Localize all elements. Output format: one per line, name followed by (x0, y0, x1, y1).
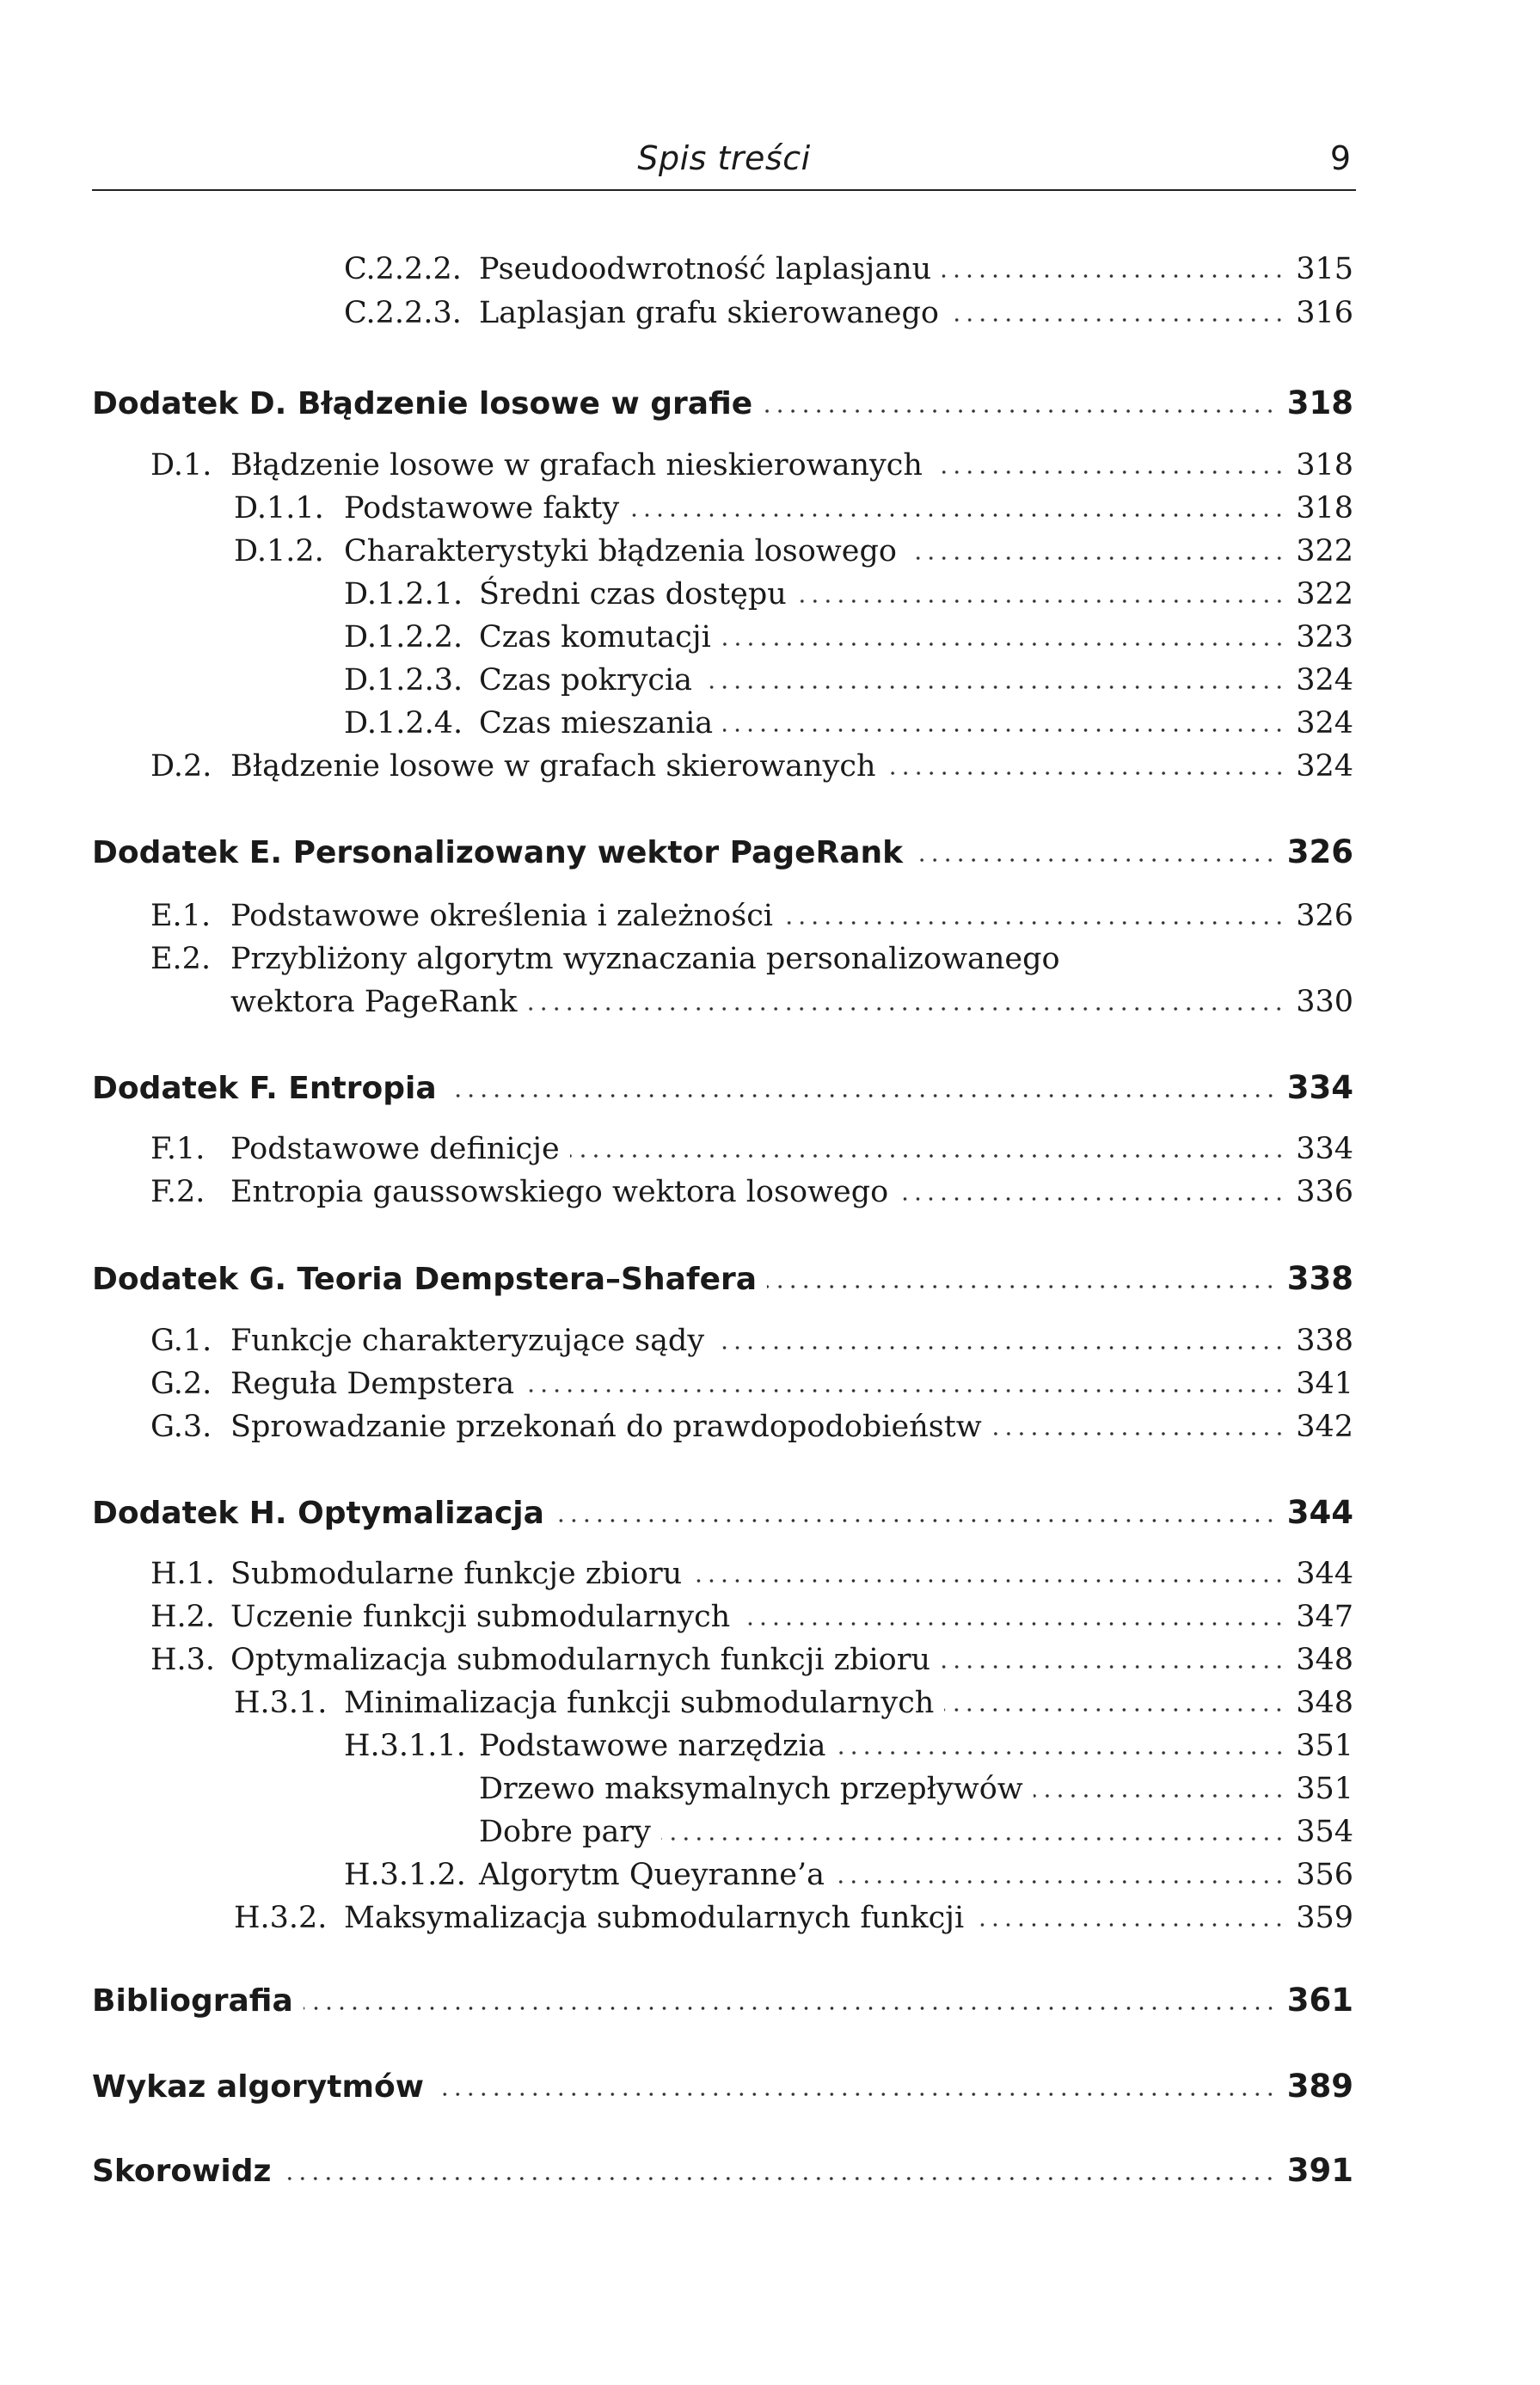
toc-chapter-g[interactable] (92, 1252, 1353, 1297)
toc-page: 338 (1286, 1260, 1353, 1297)
dot-leader (837, 1751, 1286, 1755)
toc-number: F.1. (150, 1132, 206, 1166)
toc-entry-h-3-2[interactable] (234, 1894, 1353, 1935)
dot-leader (949, 318, 1285, 322)
toc-title: Dodatek F. Entropia (92, 1071, 437, 1106)
toc-number: H.3.1. (234, 1686, 328, 1720)
toc-page: 318 (1286, 384, 1353, 421)
toc-entry-c-2-2-2[interactable] (344, 245, 1353, 286)
toc-entry-d-1-2-3[interactable] (344, 656, 1353, 698)
toc-entry-d-1-2-1[interactable] (344, 570, 1353, 612)
toc-page: 316 (1296, 296, 1353, 330)
toc-page: 344 (1286, 1494, 1353, 1531)
toc-number: H.3.1.2. (344, 1858, 466, 1892)
toc-page: 389 (1286, 2068, 1353, 2105)
dot-leader (835, 1880, 1285, 1884)
dot-leader (887, 771, 1286, 775)
toc-chapter-f[interactable] (92, 1061, 1353, 1106)
toc-entry-e-2-continued[interactable] (230, 978, 1353, 1019)
toc-page: 326 (1286, 833, 1353, 870)
toc-entry-d-1-2[interactable] (234, 527, 1353, 569)
page-number: 9 (1329, 139, 1351, 177)
toc-page: 330 (1296, 985, 1353, 1019)
toc-page: 334 (1296, 1132, 1353, 1166)
toc-title: Podstawowe fakty (344, 491, 620, 526)
toc-number: D.1.2.3. (344, 663, 463, 698)
dot-leader (661, 1837, 1285, 1841)
dot-leader (913, 858, 1277, 862)
dot-leader (703, 685, 1285, 689)
toc-chapter-e[interactable] (92, 826, 1353, 870)
toc-page: 342 (1296, 1410, 1353, 1444)
toc-chapter-h[interactable] (92, 1486, 1353, 1531)
toc-title: Pseudoodwrotność laplasjanu (479, 252, 932, 286)
dot-leader (434, 2093, 1277, 2096)
toc-page: 356 (1296, 1858, 1353, 1892)
dot-leader (723, 728, 1285, 732)
toc-page: 341 (1296, 1367, 1353, 1401)
toc-page: 322 (1296, 534, 1353, 569)
toc-number: H.1. (150, 1557, 216, 1591)
toc-title: Dodatek G. Teoria Dempstera–Shafera (92, 1262, 758, 1297)
toc-number: G.1. (150, 1324, 212, 1358)
toc-title: Dodatek D. Błądzenie losowe w grafie (92, 386, 753, 421)
dot-leader (570, 1154, 1285, 1158)
toc-entry-e-1[interactable] (150, 892, 1353, 933)
toc-title: Charakterystyki błądzenia losowego (344, 534, 897, 569)
dot-leader (281, 2177, 1276, 2180)
toc-page: 391 (1286, 2152, 1353, 2189)
toc-entry-e-2[interactable] (150, 935, 1353, 976)
toc-title: Średni czas dostępu (479, 577, 787, 612)
toc-entry-g-2[interactable] (150, 1360, 1353, 1401)
toc-title: Czas komutacji (479, 620, 711, 655)
toc-number: D.1. (150, 448, 212, 483)
dot-leader (941, 1665, 1285, 1669)
toc-number: E.2. (150, 942, 212, 976)
toc-page: 324 (1296, 663, 1353, 698)
toc-title: Przybliżony algorytm wyznaczania personalizowanego (230, 942, 1060, 976)
toc-page: 359 (1296, 1901, 1353, 1935)
toc-entry-h-3-1-1[interactable] (344, 1722, 1353, 1763)
dot-leader (447, 1094, 1277, 1097)
toc-entry-f-1[interactable] (150, 1125, 1353, 1166)
toc-title: Podstawowe określenia i zależności (230, 899, 773, 933)
dot-leader (692, 1579, 1285, 1583)
dot-leader (942, 274, 1285, 278)
toc-entry-d-1-2-4[interactable] (344, 699, 1353, 741)
toc-number: H.3.1.1. (344, 1729, 466, 1763)
toc-entry-f-2[interactable] (150, 1168, 1353, 1209)
toc-entry-h-3-1-1-a[interactable] (479, 1765, 1353, 1806)
toc-entry-h-3-1-1-b[interactable] (479, 1808, 1353, 1849)
toc-entry-h-3-1[interactable] (234, 1679, 1353, 1720)
toc-page: 351 (1296, 1772, 1353, 1806)
toc-title: Dodatek H. Optymalizacja (92, 1496, 544, 1531)
toc-title: Błądzenie losowe w grafach skierowanych (230, 749, 876, 784)
toc-title: Dodatek E. Personalizowany wektor PageRank (92, 835, 904, 870)
toc-index[interactable] (92, 2144, 1353, 2189)
toc-page: 338 (1296, 1324, 1353, 1358)
toc-title: Bibliografia (92, 1983, 293, 2019)
toc-entry-h-3[interactable] (150, 1636, 1353, 1677)
toc-number: H.2. (150, 1600, 216, 1634)
toc-number: H.3.2. (234, 1901, 328, 1935)
toc-title: Submodularne funkcje zbioru (230, 1557, 683, 1591)
toc-entry-h-1[interactable] (150, 1550, 1353, 1591)
toc-title: Reguła Dempstera (230, 1367, 515, 1401)
dot-leader (767, 1285, 1277, 1288)
toc-number: D.1.2. (234, 534, 324, 569)
toc-number: D.1.2.2. (344, 620, 463, 655)
toc-number: D.1.2.1. (344, 577, 463, 612)
toc-page: 354 (1296, 1815, 1353, 1849)
dot-leader (933, 470, 1285, 474)
toc-number: H.3. (150, 1643, 216, 1677)
toc-title: Czas mieszania (479, 706, 714, 741)
toc-number: D.1.2.4. (344, 706, 463, 741)
toc-title: wektora PageRank (230, 985, 518, 1019)
toc-algorithm-list[interactable] (92, 2060, 1353, 2105)
toc-title: Maksymalizacja submodularnych funkcji (344, 1901, 965, 1935)
toc-page: 326 (1296, 899, 1353, 933)
toc-number: E.1. (150, 899, 212, 933)
toc-title: Podstawowe narzędzia (479, 1729, 826, 1763)
dot-leader (797, 599, 1285, 603)
toc-page: 322 (1296, 577, 1353, 612)
toc-title: Minimalizacja funkcji submodularnych (344, 1686, 935, 1720)
dot-leader (783, 921, 1285, 925)
toc-number: G.2. (150, 1367, 212, 1401)
toc-entry-h-3-1-2[interactable] (344, 1851, 1353, 1892)
toc-page: 323 (1296, 620, 1353, 655)
toc-title: Optymalizacja submodularnych funkcji zbioru (230, 1643, 931, 1677)
toc-entry-d-2[interactable] (150, 742, 1353, 784)
dot-leader (763, 409, 1277, 413)
toc-title: Błądzenie losowe w grafach nieskierowanych (230, 448, 923, 483)
toc-number: C.2.2.3. (344, 296, 462, 330)
toc-page: 347 (1296, 1600, 1353, 1634)
dot-leader (715, 1346, 1285, 1349)
toc-title: Laplasjan grafu skierowanego (479, 296, 939, 330)
toc-entry-g-1[interactable] (150, 1317, 1353, 1358)
toc-title: Skorowidz (92, 2154, 272, 2189)
toc-page: 348 (1296, 1643, 1353, 1677)
toc-entry-d-1[interactable] (150, 441, 1353, 483)
toc-page: 324 (1296, 749, 1353, 784)
toc-number: D.2. (150, 749, 212, 784)
toc-title: Wykaz algorytmów (92, 2069, 424, 2105)
toc-number: F.2. (150, 1175, 206, 1209)
toc-number: D.1.1. (234, 491, 324, 526)
toc-number: G.3. (150, 1410, 212, 1444)
dot-leader (555, 1519, 1277, 1522)
toc-page: 351 (1296, 1729, 1353, 1763)
toc-page: 334 (1286, 1069, 1353, 1106)
toc-page: 361 (1286, 1982, 1353, 2019)
dot-leader (740, 1622, 1285, 1626)
toc-page: 324 (1296, 706, 1353, 741)
dot-leader (629, 513, 1285, 517)
toc-page: 318 (1296, 491, 1353, 526)
dot-leader (944, 1708, 1285, 1712)
toc-entry-g-3[interactable] (150, 1403, 1353, 1444)
toc-page: 315 (1296, 252, 1353, 286)
toc-page: 336 (1296, 1175, 1353, 1209)
toc-entry-d-1-2-2[interactable] (344, 613, 1353, 655)
toc-title: Dobre pary (479, 1815, 651, 1849)
toc-title: Czas pokrycia (479, 663, 693, 698)
toc-title: Podstawowe definicje (230, 1132, 560, 1166)
dot-leader (525, 1389, 1285, 1392)
toc-title: Algorytm Queyranne’a (479, 1858, 825, 1892)
toc-entry-c-2-2-3[interactable] (344, 289, 1353, 330)
dot-leader (1034, 1794, 1285, 1798)
toc-entry-d-1-1[interactable] (234, 484, 1353, 526)
dot-leader (907, 556, 1285, 560)
toc-page: 348 (1296, 1686, 1353, 1720)
toc-title: Uczenie funkcji submodularnych (230, 1600, 731, 1634)
toc-title: Sprowadzanie przekonań do prawdopodobieństw (230, 1410, 982, 1444)
toc-bibliography[interactable] (92, 1974, 1353, 2019)
toc-page: 318 (1296, 448, 1353, 483)
toc-chapter-d[interactable] (92, 377, 1353, 421)
toc-title: Drzewo maksymalnych przepływów (479, 1772, 1023, 1806)
dot-leader (992, 1432, 1285, 1435)
dot-leader (899, 1197, 1285, 1201)
toc-title: Entropia gaussowskiego wektora losowego (230, 1175, 889, 1209)
dot-leader (304, 2007, 1277, 2010)
toc-number: C.2.2.2. (344, 252, 462, 286)
dot-leader (527, 1007, 1285, 1011)
toc-page: 344 (1296, 1557, 1353, 1591)
dot-leader (974, 1923, 1285, 1927)
running-title: Spis treści (637, 139, 811, 177)
toc-entry-h-2[interactable] (150, 1593, 1353, 1634)
dot-leader (721, 642, 1285, 646)
toc-title: Funkcje charakteryzujące sądy (230, 1324, 705, 1358)
